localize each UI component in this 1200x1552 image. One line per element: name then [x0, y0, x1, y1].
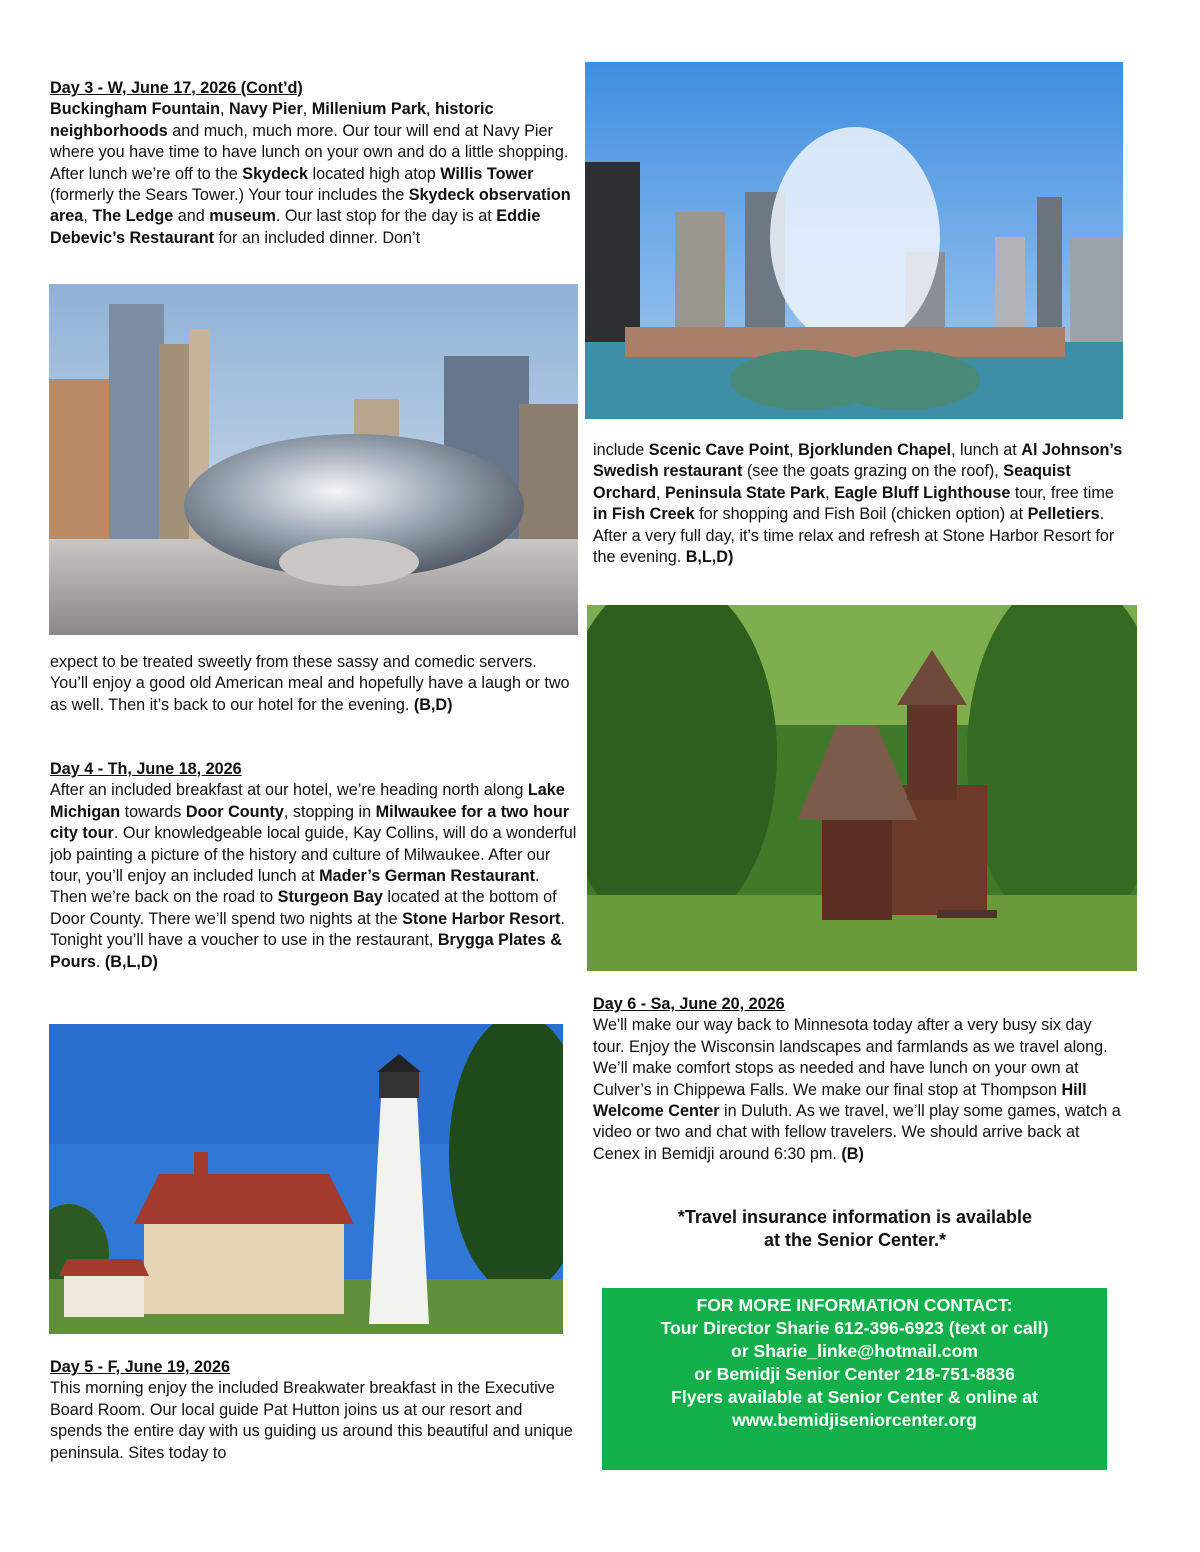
day3-paragraph-1 [50, 99, 578, 249]
text-run: Al Johnson’s Swedish restaurant [593, 441, 1123, 481]
text-run: Brygga Plates & Pours [50, 931, 562, 971]
text-run: , [219, 100, 229, 119]
text-run: (see the goats grazing on the roof), [742, 462, 1004, 481]
text-run: Door County [185, 802, 284, 821]
text-run: Millenium Park [311, 100, 427, 119]
text-run: for an included dinner. Don’t [214, 228, 421, 247]
contact-email: or Sharie_linke@hotmail.com [731, 1341, 978, 1361]
text-run: The Ledge [92, 207, 174, 226]
day3-heading: Day 3 - W, June 17, 2026 (Cont’d) [50, 79, 303, 97]
text-run: historic neighborhoods [50, 100, 494, 140]
text-run: Buckingham Fountain [50, 100, 220, 119]
text-run: Mader’s German Restaurant [319, 867, 535, 886]
text-run: Skydeck observation area [50, 186, 571, 226]
contact-website: www.bemidjiseniorcenter.org [732, 1410, 977, 1430]
day3-paragraph-2 [50, 652, 578, 716]
day3-section [50, 78, 578, 249]
day5-paragraph-1 [50, 1378, 578, 1464]
text-run: Lake Michigan [50, 781, 565, 821]
text-run: (B) [841, 1144, 864, 1163]
text-run: for shopping and Fish Boil (chicken option) at [694, 505, 1028, 524]
text-run: , [825, 483, 835, 502]
contact-info-box [602, 1288, 1107, 1470]
text-run: , stopping in [283, 802, 376, 821]
text-run: (B,D) [413, 695, 453, 714]
text-run: . Our knowledgeable local guide, Kay Collins, will do a wonderful job painting a picture of the history and culture of Milwaukee. After our tour, you’ll enjoy an included lunch at [50, 824, 577, 886]
text-run: expect to be treated sweetly from these sassy and comedic servers. You’ll enjoy a good old American meal and hopefully have a laugh or two as well. Then it’s back to our hotel for the evening. [50, 653, 570, 714]
text-run: tour, free time [1010, 483, 1114, 502]
contact-tour-director: Tour Director Sharie 612-396-6923 (text or call) [660, 1318, 1049, 1338]
text-run: B,L,D) [685, 548, 734, 567]
text-run: . Tonight you’ll have a voucher to use in the restaurant, [50, 909, 565, 950]
day6-paragraph [593, 1015, 1123, 1165]
day6-section [593, 994, 1123, 1165]
text-run: Pelletiers [1027, 505, 1100, 524]
text-run: museum [209, 207, 276, 226]
travel-insurance-notice [602, 1206, 1108, 1252]
text-run: , [655, 483, 665, 502]
text-run: include [593, 441, 649, 459]
text-run: Skydeck [242, 164, 308, 183]
notice-line-1: *Travel insurance information is available [677, 1207, 1033, 1227]
cloud-gate-bean-photo [49, 284, 578, 635]
text-run: Sturgeon Bay [277, 888, 383, 907]
text-run: , [302, 100, 312, 119]
text-run: . [95, 952, 105, 971]
buckingham-fountain-photo [585, 62, 1123, 419]
text-run: Seaquist Orchard [593, 462, 1071, 502]
text-run: and much, much more. Our tour will end at Navy Pier where you have time to have lunch on your own and do a little shopping. After lunch we’re off to the [50, 121, 569, 183]
text-run: . Our last stop for the day is at [275, 207, 497, 226]
text-run: located at the bottom of Door County. There we’ll spend two nights at the [50, 888, 557, 928]
day3-continued [50, 652, 578, 716]
text-run: Stone Harbor Resort [402, 909, 561, 928]
text-run: Scenic Cave Point [648, 441, 790, 459]
day6-heading: Day 6 - Sa, June 20, 2026 [593, 995, 785, 1013]
text-run: Peninsula State Park [664, 483, 826, 502]
day5-heading: Day 5 - F, June 19, 2026 [50, 1358, 230, 1376]
contact-senior-center-phone: or Bemidji Senior Center 218-751-8836 [694, 1364, 1015, 1384]
day4-paragraph [50, 780, 578, 973]
text-run: in Fish Creek [593, 505, 695, 524]
text-run: Willis Tower [440, 164, 534, 183]
day5-paragraph-2 [593, 440, 1125, 568]
text-run: (formerly the Sears Tower.) Your tour includes the [50, 186, 409, 205]
text-run: , [83, 207, 93, 226]
text-run: towards [120, 802, 186, 821]
text-run: Milwaukee for a two hour city tour [50, 802, 570, 843]
text-run: , [789, 441, 799, 459]
text-run: (B,L,D) [104, 952, 158, 971]
text-run: This morning enjoy the included Breakwater breakfast in the Executive Board Room. Our local guide Pat Hutton joins us at our resort and spends the entire day with us guiding us around this beautiful and unique peninsula. Sites today to [50, 1379, 573, 1462]
text-run: Eddie Debevic’s Restaurant [50, 207, 541, 247]
text-run: . After a very full day, it’s time relax and refresh at Stone Harbor Resort for the evening. [593, 505, 1115, 567]
day5-continued [593, 440, 1125, 568]
text-run: Hill Welcome Center [593, 1080, 1087, 1121]
text-run: located high atop [307, 164, 441, 183]
text-run: , [426, 100, 436, 119]
day4-section [50, 759, 578, 973]
text-run: After an included breakfast at our hotel, we’re heading north along [50, 781, 528, 800]
lighthouse-photo [49, 1024, 563, 1334]
day4-heading: Day 4 - Th, June 18, 2026 [50, 760, 242, 778]
text-run: in Duluth. As we travel, we’ll play some games, watch a video or two and chat with fellow travelers. We should arrive back at Cenex in Bemidji around 6:30 pm. [593, 1102, 1121, 1163]
text-run: We'll make our way back to Minnesota today after a very busy six day tour. Enjoy the Wisconsin landscapes and farmlands as we travel along. We’ll make comfort stops as needed and have lunch on your own at Culver’s in Chippewa Falls. We make our final stop at Thompson [593, 1016, 1108, 1099]
contact-flyers: Flyers available at Senior Center & online at [671, 1387, 1038, 1407]
notice-line-2: at the Senior Center.* [763, 1230, 947, 1250]
text-run: and [173, 207, 210, 226]
text-run: Eagle Bluff Lighthouse [834, 483, 1011, 502]
chapel-photo [587, 605, 1137, 971]
text-run: , lunch at [951, 441, 1022, 459]
day5-section [50, 1357, 578, 1464]
text-run: . Then we’re back on the road to [50, 867, 540, 907]
text-run: Bjorklunden Chapel [798, 441, 952, 459]
contact-heading: FOR MORE INFORMATION CONTACT: [696, 1295, 1013, 1315]
text-run: Navy Pier [228, 100, 303, 119]
